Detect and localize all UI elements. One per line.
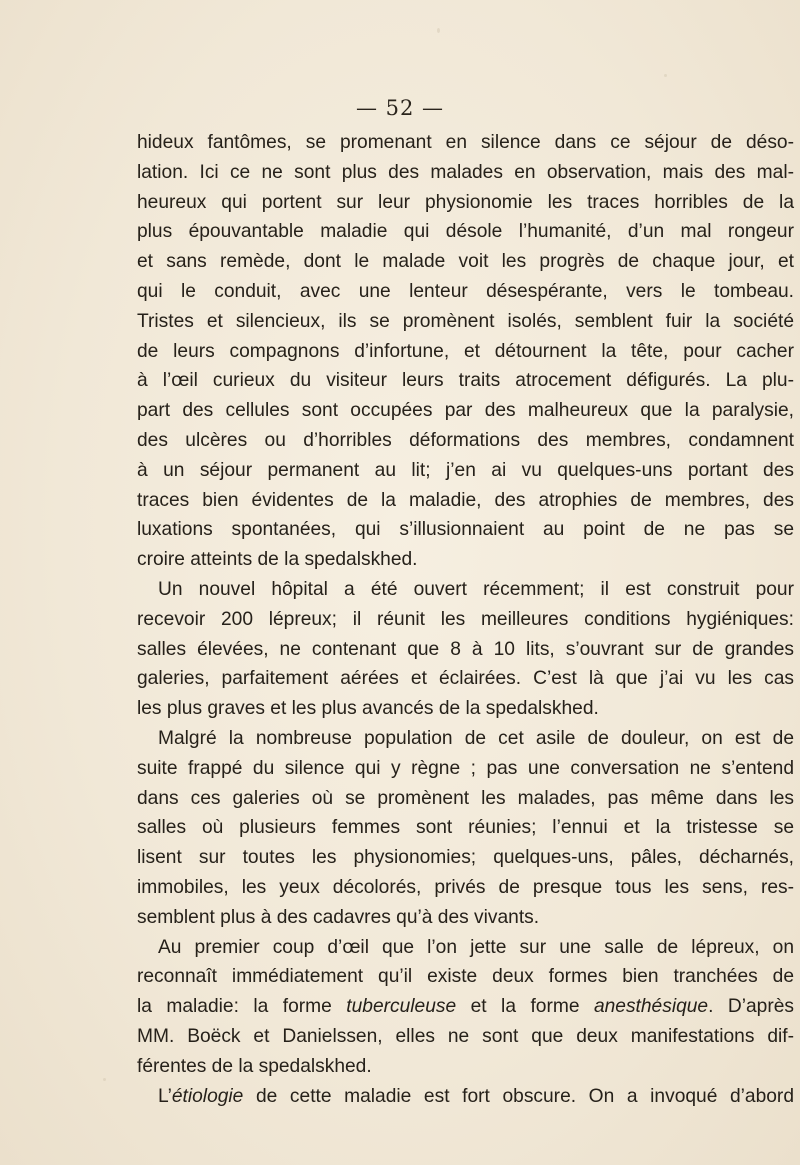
text-line: heureux qui portent sur leur physionomie les traces horribles de la	[137, 191, 794, 213]
text-line: qui le conduit, avec une lenteur désespérante, vers le tombeau.	[137, 280, 794, 302]
text-line: Malgré la nombreuse population de cet asile de douleur, on est de	[158, 727, 794, 749]
text-line: hideux fantômes, se promenant en silence dans ce séjour de déso-	[137, 132, 794, 153]
text-line: les plus graves et les plus avancés de la spedalskhed.	[137, 698, 599, 720]
emphasis: anesthésique	[593, 996, 709, 1018]
text-line: et sans remède, dont le malade voit les progrès de chaque jour, et	[137, 251, 794, 273]
text-line: à un séjour permanent au lit; j’en ai vu quelques-uns portant des	[137, 459, 794, 481]
body-text	[137, 128, 794, 1111]
text-line: reconnaît immédiatement qu’il existe deux formes bien tranchées de	[137, 966, 794, 988]
emphasis: étiologie	[171, 1085, 244, 1107]
text-line: férentes de la spedalskhed.	[137, 1055, 372, 1077]
paper-stain	[437, 28, 440, 33]
text-line: luxations spontanées, qui s’illusionnaient au point de ne pas se	[137, 519, 794, 541]
paper-stain	[664, 74, 667, 77]
text-line: plus épouvantable maladie qui désole l’humanité, d’un mal rongeur	[137, 221, 794, 243]
text-line: MM. Boëck et Danielssen, elles ne sont que deux manifestations dif-	[137, 1025, 794, 1047]
text-line: part des cellules sont occupées par des malheureux que la paralysie,	[137, 400, 794, 422]
text-line: semblent plus à des cadavres qu’à des vivants.	[137, 906, 540, 928]
text-line: Un nouvel hôpital a été ouvert récemment; il est construit pour	[158, 578, 794, 600]
text-line: la maladie: la forme tuberculeuse et la forme anesthésique. D’après	[137, 996, 795, 1018]
text-line: immobiles, les yeux décolorés, privés de presque tous les sens, res-	[137, 876, 794, 898]
text-line: traces bien évidentes de la maladie, des atrophies de membres, des	[137, 489, 794, 511]
text-line: salles où plusieurs femmes sont réunies; l’ennui et la tristesse se	[137, 817, 794, 839]
emphasis: tuberculeuse	[346, 996, 457, 1018]
text-line: salles élevées, ne contenant que 8 à 10 lits, s’ouvrant sur de grandes	[137, 638, 794, 660]
text-line: de leurs compagnons d’infortune, et détournent la tête, pour cacher	[137, 340, 794, 362]
text-line: lation. Ici ce ne sont plus des malades en observation, mais des mal-	[137, 161, 794, 183]
text-line: Au premier coup d’œil que l’on jette sur une salle de lépreux, on	[158, 936, 794, 958]
paper-stain	[103, 1078, 106, 1081]
text-line: recevoir 200 lépreux; il réunit les meilleures conditions hygiéniques:	[137, 608, 794, 630]
text-line: suite frappé du silence qui y règne ; pas une conversation ne s’entend	[137, 757, 794, 779]
text-line: dans ces galeries où se promènent les malades, pas même dans les	[137, 787, 794, 809]
page-number: — 52 —	[355, 96, 445, 120]
text-line: galeries, parfaitement aérées et éclairées. C’est là que j’ai vu les cas	[137, 668, 794, 690]
text-line: croire atteints de la spedalskhed.	[137, 549, 418, 571]
text-line: Tristes et silencieux, ils se promènent isolés, semblent fuir la société	[137, 310, 794, 332]
text-line: des ulcères ou d’horribles déformations des membres, condamnent	[137, 429, 794, 451]
text-line: lisent sur toutes les physionomies; quelques-uns, pâles, décharnés,	[137, 847, 794, 869]
text-line: L’étiologie de cette maladie est fort obscure. On a invoqué d’abord	[158, 1085, 794, 1107]
text-line: à l’œil curieux du visiteur leurs traits atrocement défigurés. La plu-	[137, 370, 794, 392]
